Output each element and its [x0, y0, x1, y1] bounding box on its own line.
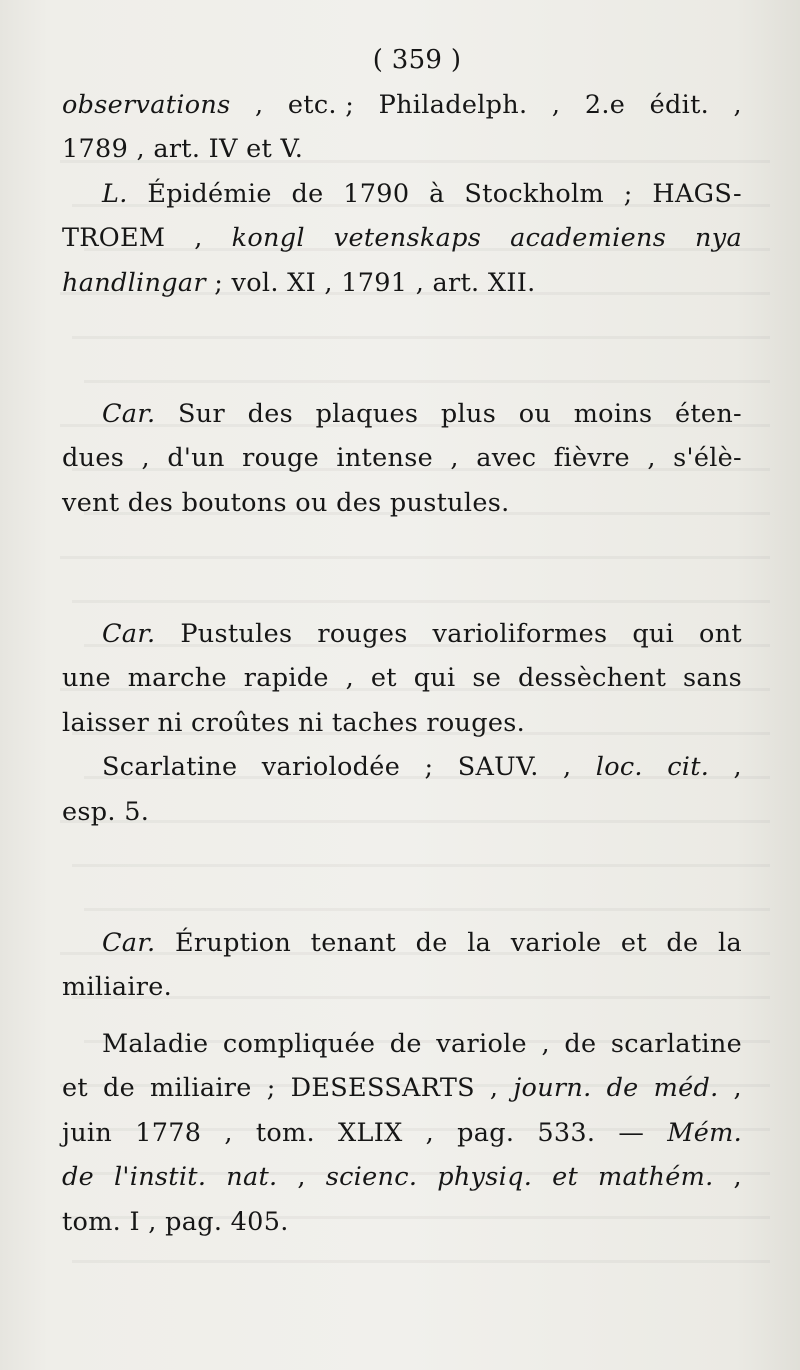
text-line-3	[62, 172, 742, 217]
word: ,	[733, 89, 742, 120]
word: physiq.	[437, 1162, 533, 1192]
word: ,	[141, 443, 150, 473]
word: de	[666, 927, 699, 958]
word: plaques	[315, 398, 419, 429]
word: ,	[425, 1117, 435, 1148]
word: Sur	[178, 398, 225, 429]
word: ,	[489, 1073, 499, 1103]
word: à	[429, 178, 445, 209]
word: fièvre	[553, 443, 630, 473]
word: s'élè-	[673, 443, 742, 473]
word: ,	[647, 443, 656, 473]
text-line-22	[62, 1155, 742, 1200]
word: la	[467, 927, 492, 958]
word: de	[564, 1028, 597, 1059]
word: handlingar	[62, 267, 206, 298]
word: ,	[345, 663, 355, 693]
word: DESESSARTS	[290, 1073, 475, 1103]
word: éten-	[674, 398, 742, 429]
subgenus-heading	[62, 326, 742, 371]
word: variole	[436, 1028, 527, 1059]
word: intense	[336, 443, 433, 473]
text-line-4	[62, 216, 742, 261]
word: nat.	[226, 1162, 278, 1192]
word: Stockholm	[464, 178, 604, 209]
text-line-2: 1789 , art. IV et V.	[62, 134, 304, 164]
word: rouges	[317, 618, 408, 649]
word: la	[717, 927, 742, 958]
word: dues	[62, 443, 125, 473]
word: ;	[266, 1073, 276, 1103]
word: des	[247, 398, 293, 429]
word: sans	[682, 663, 742, 693]
word: de	[62, 1162, 95, 1192]
word: qui	[632, 618, 675, 649]
word: de	[102, 1073, 135, 1103]
word: compliquée	[222, 1028, 376, 1059]
text-line-18: miliaire.	[62, 972, 173, 1002]
word: ;	[623, 178, 633, 209]
text-line-9: vent des boutons ou des pustules.	[62, 487, 510, 518]
text-line-14	[62, 745, 742, 790]
word: d'un	[167, 443, 225, 473]
word: TROEM	[62, 223, 166, 253]
word: ou	[518, 398, 552, 429]
word: rapide	[243, 663, 329, 693]
text-line-17	[62, 921, 742, 966]
text-line-8	[62, 436, 742, 481]
word: vetenskaps	[333, 223, 482, 253]
species-2-heading	[62, 855, 742, 900]
word: Mém.	[667, 1117, 742, 1148]
word: mathém.	[598, 1162, 714, 1192]
word: Car.	[102, 927, 156, 958]
word: moins	[573, 398, 653, 429]
text-line-21	[62, 1111, 742, 1156]
word: et	[620, 927, 647, 958]
word: de	[291, 178, 324, 209]
word: méd.	[653, 1073, 719, 1103]
word: cit.	[667, 752, 710, 782]
word: 533.	[537, 1117, 596, 1148]
word: avec	[476, 443, 537, 473]
page-text	[62, 38, 742, 1244]
word: Épidémie	[147, 178, 272, 209]
word: marche	[127, 663, 227, 693]
word: Éruption	[174, 927, 292, 958]
text-line-12	[62, 656, 742, 701]
text-span: ; vol. XI , 1791 , art. XII.	[205, 267, 536, 298]
word: ont	[699, 618, 742, 649]
word: et	[370, 663, 397, 693]
word: scarlatine	[610, 1028, 742, 1059]
word: édit.	[649, 89, 710, 120]
word: 1790	[343, 178, 410, 209]
word: de	[606, 1073, 639, 1103]
word: SAUV.	[457, 752, 539, 782]
word: etc. ;	[287, 89, 355, 120]
word: et	[62, 1073, 88, 1103]
word: de	[415, 927, 448, 958]
text-line-23: tom. I , pag. 405.	[62, 1206, 289, 1237]
word: de	[389, 1028, 422, 1059]
word: Pustules	[180, 618, 293, 649]
word: ,	[297, 1162, 306, 1192]
word: qui	[413, 663, 456, 693]
word: rouge	[242, 443, 319, 473]
word: HAGS-	[652, 178, 742, 209]
word: ,	[562, 752, 572, 782]
bleed-through-line	[72, 1260, 770, 1263]
word: Maladie	[102, 1028, 209, 1059]
word: ,	[224, 1117, 233, 1148]
word: —	[618, 1117, 645, 1148]
word: variolodée	[261, 752, 401, 782]
word: pag.	[457, 1117, 515, 1148]
word: ,	[450, 443, 459, 473]
text-line-13: laisser ni croûtes ni taches rouges.	[62, 707, 526, 738]
text-line-5	[62, 261, 742, 306]
text-line-11	[62, 612, 742, 657]
word: Car.	[102, 618, 156, 649]
word: loc.	[595, 752, 643, 782]
word: dessèchent	[517, 663, 667, 693]
text-line-1	[62, 83, 742, 128]
text-line-19	[62, 1022, 742, 1067]
word: L.	[102, 178, 128, 209]
word: kongl	[231, 223, 305, 253]
word: academiens	[510, 223, 667, 253]
word: 2.e	[584, 89, 626, 120]
word: ;	[424, 752, 434, 782]
word: une	[62, 663, 111, 693]
word: se	[472, 663, 502, 693]
word: tom.	[255, 1117, 315, 1148]
word: XLIX	[338, 1117, 403, 1148]
word: miliaire	[150, 1073, 252, 1103]
word: ,	[255, 89, 264, 120]
word: plus	[440, 398, 497, 429]
word: journ.	[513, 1073, 592, 1103]
word: Scarlatine	[102, 752, 238, 782]
species-1-heading	[62, 546, 742, 591]
word: ,	[194, 223, 203, 253]
word: observations	[62, 89, 231, 120]
word: 1778	[135, 1117, 202, 1148]
word: et	[552, 1162, 579, 1192]
word: varioliformes	[432, 618, 608, 649]
page-number: ( 359 )	[372, 45, 462, 75]
text-line-20	[62, 1066, 742, 1111]
word: scienc.	[325, 1162, 418, 1192]
word: juin	[62, 1117, 113, 1148]
text-line-15: esp. 5.	[62, 796, 150, 827]
word: ,	[541, 1028, 550, 1059]
word: tenant	[310, 927, 397, 958]
word: Car.	[102, 398, 156, 429]
text-line-7	[62, 392, 742, 437]
word: ,	[733, 1073, 742, 1103]
word: ,	[733, 752, 742, 782]
word: Philadelph.	[378, 89, 528, 120]
word: nya	[695, 223, 742, 253]
word: variole	[510, 927, 602, 958]
word: ,	[551, 89, 561, 120]
word: ,	[733, 1162, 742, 1192]
word: l'instit.	[113, 1162, 207, 1192]
